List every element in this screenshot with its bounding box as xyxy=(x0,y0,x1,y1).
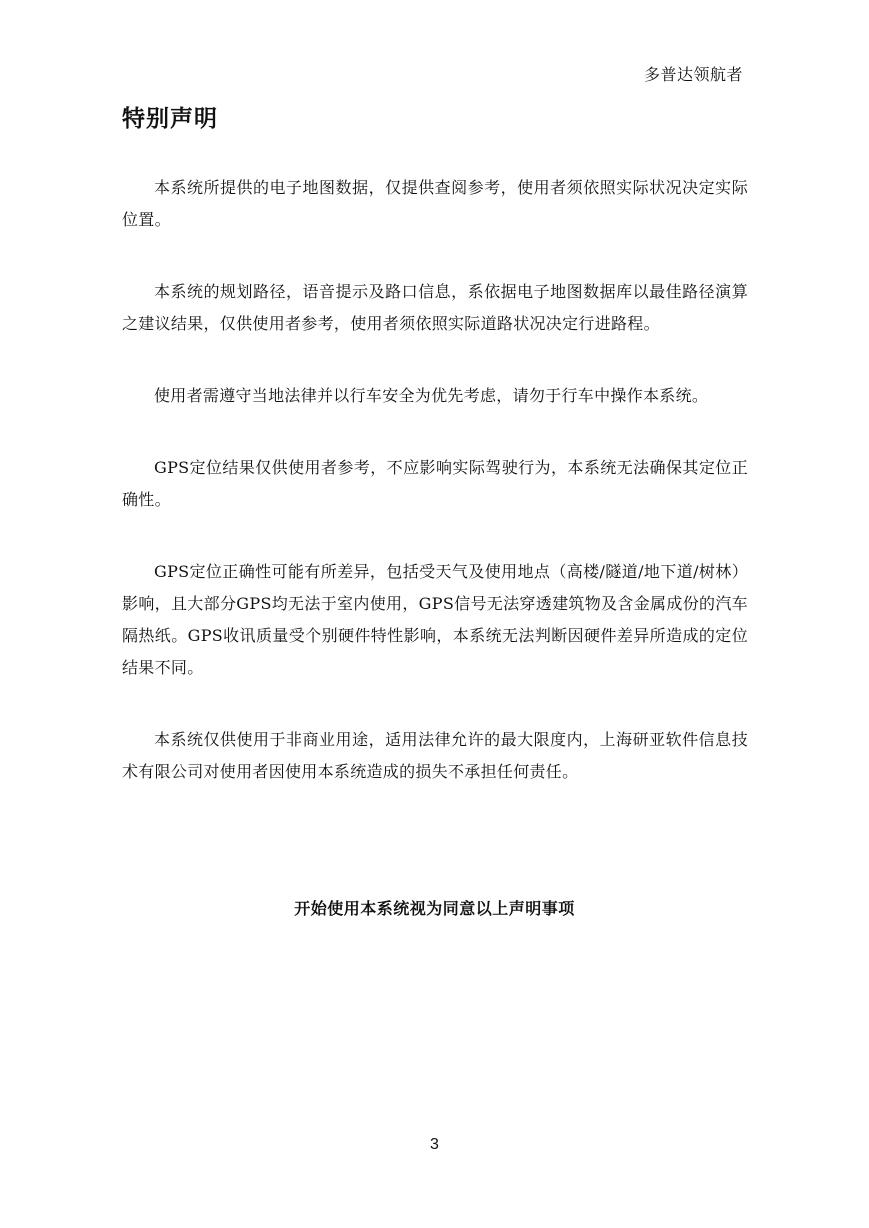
disclaimer-body xyxy=(122,172,748,828)
page-number: 3 xyxy=(430,1136,439,1153)
paragraph-gps-accuracy: GPS定位正确性可能有所差异，包括受天气及使用地点（高楼/隧道/地下道/树林）影响，且大部分GPS均无法于室内使用，GPS信号无法穿透建筑物及含金属成份的汽车隔热纸。GPS收讯质量受个别硬件特性影响，本系统无法判断因硬件差异所造成的定位结果不同。 xyxy=(122,562,748,677)
paragraph-traffic-safety: 使用者需遵守当地法律并以行车安全为优先考虑，请勿于行车中操作本系统。 xyxy=(154,386,709,405)
running-header: 多普达领航者 xyxy=(643,65,743,84)
paragraph-gps-result: GPS定位结果仅供使用者参考，不应影响实际驾驶行为，本系统无法确保其定位正确性。 xyxy=(122,458,748,509)
paragraph-liability: 本系统仅供使用于非商业用途，适用法律允许的最大限度内，上海研亚软件信息技术有限公司对使用者因使用本系统造成的损失不承担任何责任。 xyxy=(122,730,748,781)
paragraph-map-data: 本系统所提供的电子地图数据，仅提供查阅参考，使用者须依照实际状况决定实际位置。 xyxy=(122,178,748,229)
paragraph-route-planning: 本系统的规划路径，语音提示及路口信息，系依据电子地图数据库以最佳路径演算之建议结果，仅供使用者参考，使用者须依照实际道路状况决定行进路程。 xyxy=(122,282,748,333)
section-title: 特别声明 xyxy=(122,106,218,132)
closing-statement: 开始使用本系统视为同意以上声明事项 xyxy=(294,899,575,918)
